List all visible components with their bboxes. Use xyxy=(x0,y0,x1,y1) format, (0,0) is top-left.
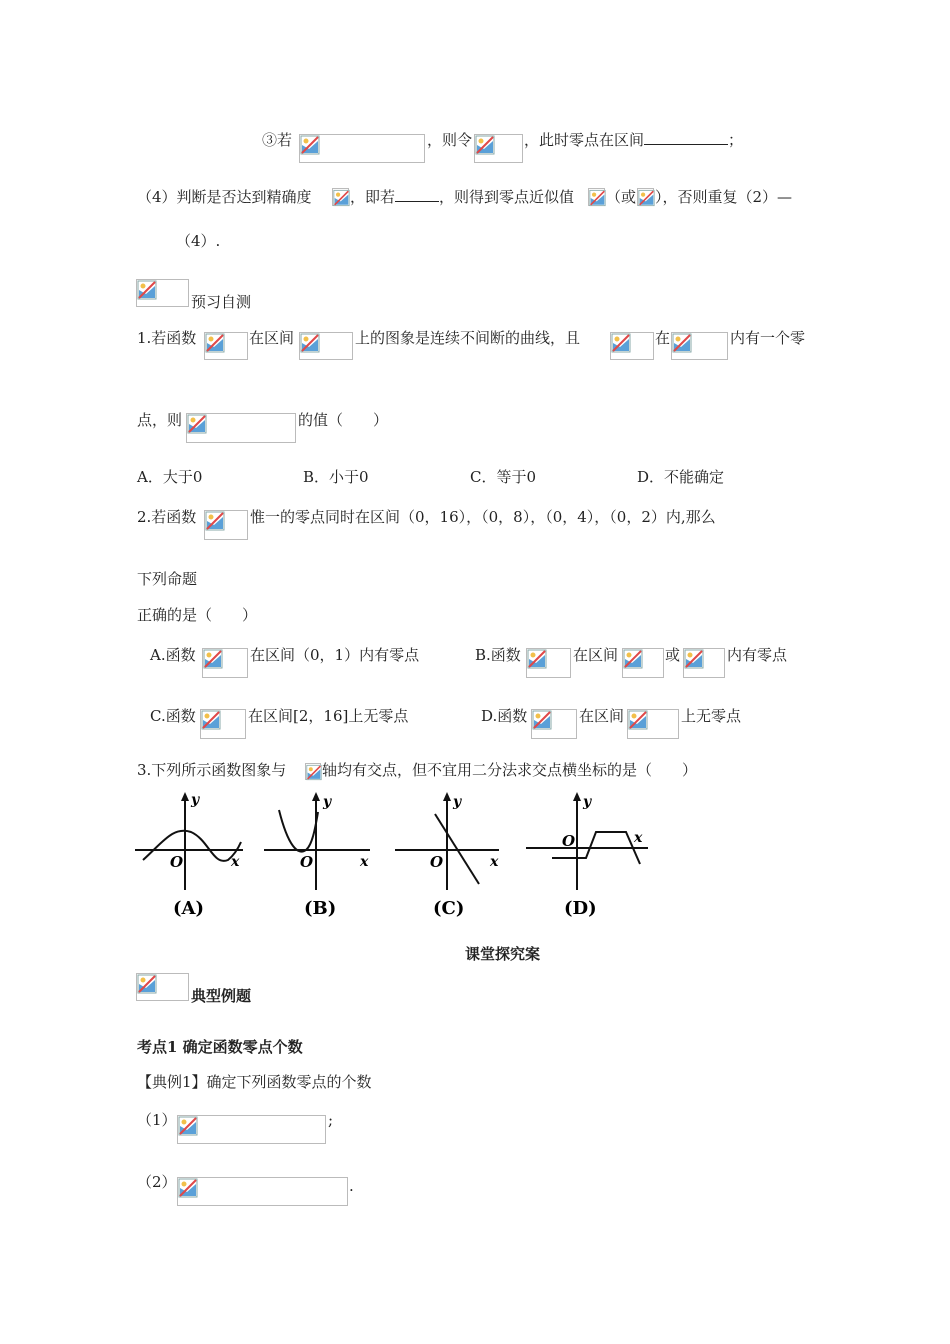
broken-image-icon xyxy=(205,511,225,531)
formula-image xyxy=(202,648,248,678)
axis-label-y: y xyxy=(453,794,462,810)
formula-image xyxy=(622,648,664,678)
q2-option-b-text[interactable]: B.函数 xyxy=(475,646,521,664)
item-1-label: （1） xyxy=(137,1111,177,1129)
arrow-icon xyxy=(573,792,581,801)
step4-cont: （4）. xyxy=(176,232,221,250)
q2-option-b-text4[interactable]: 内有零点 xyxy=(727,646,788,664)
graph-d xyxy=(522,790,650,922)
formula-image xyxy=(204,332,248,360)
answer-blank xyxy=(644,130,728,145)
section-icon-image xyxy=(136,973,189,1001)
broken-image-icon xyxy=(475,135,495,155)
broken-image-icon xyxy=(684,649,704,669)
broken-image-icon xyxy=(672,333,692,353)
broken-image-icon xyxy=(205,333,225,353)
formula-image xyxy=(588,188,605,206)
step3-prefix: ③若 xyxy=(262,131,293,149)
graph-c xyxy=(393,790,508,922)
formula-image xyxy=(474,134,523,163)
item-2-end: . xyxy=(349,1177,354,1195)
formula-image xyxy=(305,763,321,780)
formula-image xyxy=(200,709,246,739)
q2-option-d-text2[interactable]: 在区间 xyxy=(579,707,625,725)
axis-label-x: x xyxy=(231,854,240,870)
step4-text2: ，即若 ，则得到零点近似值 xyxy=(350,188,575,206)
formula-image xyxy=(526,648,571,678)
arrow-icon xyxy=(181,792,189,801)
axis-label-x: x xyxy=(490,854,499,870)
broken-image-icon xyxy=(178,1178,198,1198)
formula-image xyxy=(610,332,654,360)
q2-option-a-text[interactable]: A.函数 xyxy=(150,646,196,664)
key-point-1: 考点1 确定函数零点个数 xyxy=(137,1038,303,1056)
formula-image xyxy=(637,188,654,206)
q2-option-c-text2[interactable]: 在区间[2，16]上无零点 xyxy=(248,707,409,725)
step4-text5: ），否则重复（2）— xyxy=(655,188,793,206)
broken-image-icon xyxy=(532,710,552,730)
origin-label: O xyxy=(562,832,576,850)
formula-image xyxy=(177,1115,326,1144)
q1-option-b[interactable]: B．小于0 xyxy=(303,468,369,486)
q1-option-a[interactable]: A．大于0 xyxy=(137,468,203,486)
broken-image-icon xyxy=(300,333,320,353)
preview-heading: 预习自测 xyxy=(191,293,252,311)
section-icon-image xyxy=(136,279,189,307)
origin-label: O xyxy=(170,853,184,871)
formula-image xyxy=(299,134,425,163)
q2-b: 惟一的零点同时在区间（0，16），（0，8），（0，4），（0，2）内,那么 xyxy=(250,508,716,526)
origin-label: O xyxy=(430,853,444,871)
broken-image-icon xyxy=(611,333,631,353)
graph-label: (D) xyxy=(564,898,597,919)
function-curve xyxy=(279,810,318,852)
section-title: 课堂探究案 xyxy=(465,945,541,963)
broken-image-icon xyxy=(178,1116,198,1136)
q1-option-c[interactable]: C．等于0 xyxy=(470,468,537,486)
graph-label: (A) xyxy=(173,898,204,919)
broken-image-icon xyxy=(623,649,643,669)
q2-option-b-text2[interactable]: 在区间 xyxy=(573,646,619,664)
broken-image-icon xyxy=(187,414,207,434)
formula-image xyxy=(177,1177,348,1206)
q1-f: 点，则 xyxy=(137,411,183,429)
broken-image-icon xyxy=(333,189,350,207)
origin-label: O xyxy=(300,853,314,871)
graph-b xyxy=(262,790,377,922)
answer-blank xyxy=(395,187,439,202)
q3-b: 轴均有交点，但不宜用二分法求交点横坐标的是（ ） xyxy=(322,761,698,779)
item-2-label: （2） xyxy=(137,1173,177,1191)
formula-image xyxy=(299,332,353,360)
q2-option-b-text3[interactable]: 或 xyxy=(665,646,681,664)
step4-text: （4）判断是否达到精确度 xyxy=(137,188,312,206)
broken-image-icon xyxy=(638,189,655,207)
section-sub: 典型例题 xyxy=(191,987,252,1005)
broken-image-icon xyxy=(628,710,648,730)
formula-image xyxy=(627,709,679,739)
axis-label-x: x xyxy=(634,830,643,846)
example-1: 【典例1】确定下列函数零点的个数 xyxy=(137,1073,372,1091)
arrow-icon xyxy=(443,792,451,801)
q2-d: 正确的是（ ） xyxy=(137,606,258,624)
q1-g: 的值（ ） xyxy=(298,411,389,429)
formula-image xyxy=(671,332,728,360)
formula-image xyxy=(531,709,577,739)
q2-option-d-text[interactable]: D.函数 xyxy=(481,707,528,725)
q2-option-a-text2[interactable]: 在区间（0，1）内有零点 xyxy=(250,646,420,664)
broken-image-icon xyxy=(300,135,320,155)
arrow-icon xyxy=(312,792,320,801)
q2-c: 下列命题 xyxy=(137,570,198,588)
graph-a xyxy=(133,790,248,922)
step4-text4: （或 xyxy=(606,188,637,206)
formula-image xyxy=(204,510,248,540)
q2-option-c-text[interactable]: C.函数 xyxy=(150,707,196,725)
axis-label-y: y xyxy=(583,794,592,810)
formula-image xyxy=(186,413,296,443)
q2-a: 2.若函数 xyxy=(137,508,197,526)
q1-option-d[interactable]: D．不能确定 xyxy=(637,468,725,486)
graph-label: (B) xyxy=(304,898,337,919)
item-1-end: ; xyxy=(328,1111,334,1129)
step3-mid: ，则令 xyxy=(427,131,473,149)
q1-e: 内有一个零 xyxy=(730,329,806,347)
q1-b: 在区间 xyxy=(249,329,295,347)
step3-suffix: ，此时零点在区间 ； xyxy=(524,131,744,149)
formula-image xyxy=(332,188,349,206)
axis-label-y: y xyxy=(323,794,332,810)
q1-a: 1.若函数 xyxy=(137,329,197,347)
q2-option-d-text3[interactable]: 上无零点 xyxy=(681,707,742,725)
q1-d: 在 xyxy=(655,329,671,347)
formula-image xyxy=(683,648,725,678)
broken-image-icon xyxy=(137,974,157,994)
q1-c: 上的图象是连续不间断的曲线，且 xyxy=(355,329,581,347)
axis-label-x: x xyxy=(360,854,369,870)
broken-image-icon xyxy=(589,189,606,207)
axis-label-y: y xyxy=(191,792,200,808)
broken-image-icon xyxy=(527,649,547,669)
function-curve xyxy=(143,831,241,861)
broken-image-icon xyxy=(203,649,223,669)
q3-a: 3.下列所示函数图象与 xyxy=(137,761,287,779)
broken-image-icon xyxy=(306,764,322,781)
graph-label: (C) xyxy=(433,898,465,919)
broken-image-icon xyxy=(201,710,221,730)
broken-image-icon xyxy=(137,280,157,300)
